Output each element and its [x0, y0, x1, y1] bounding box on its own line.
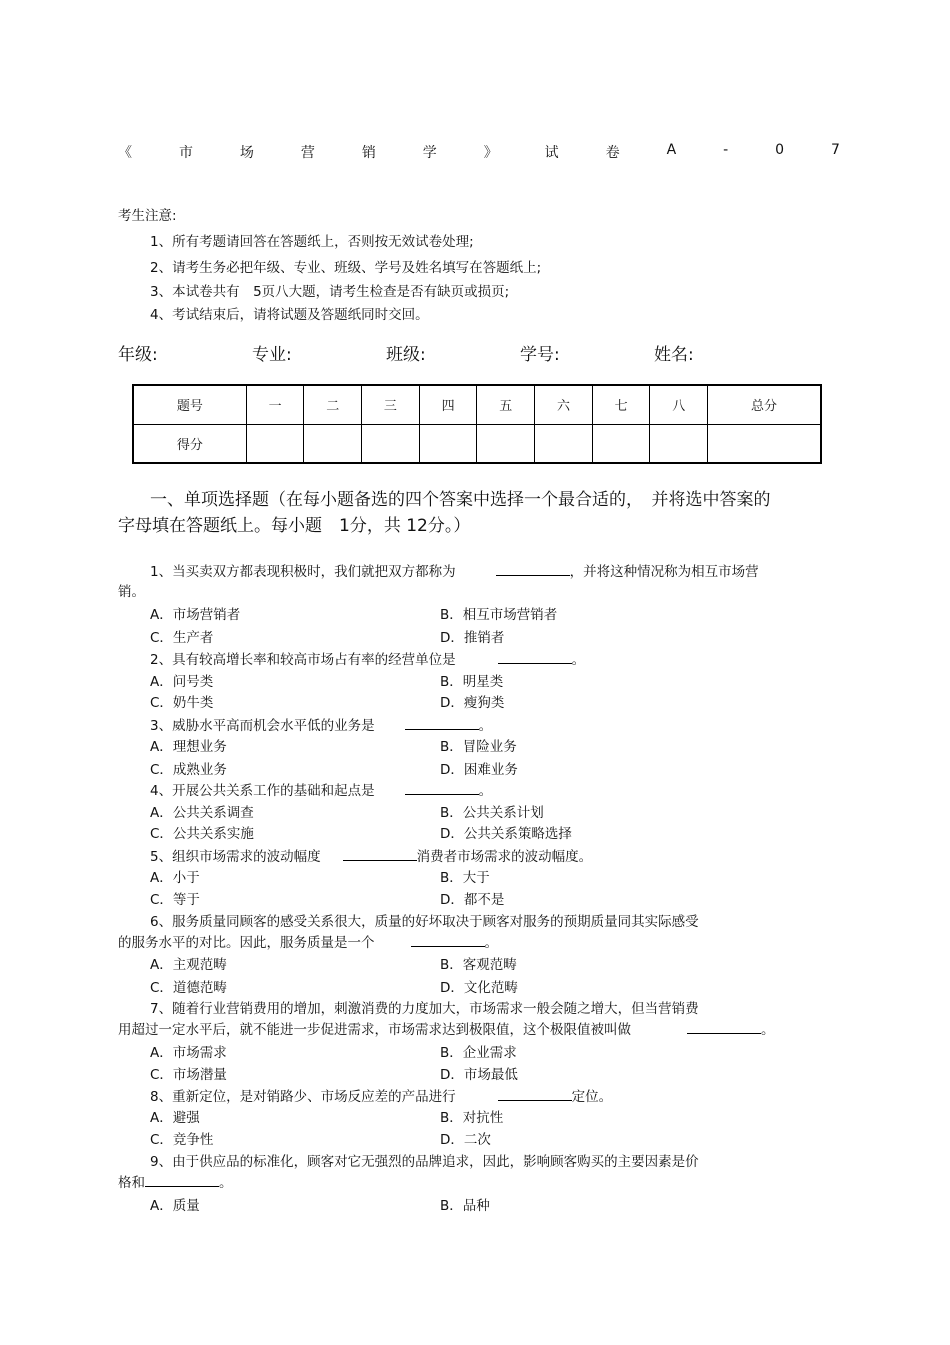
question-stem-continued [118, 1018, 775, 1038]
notice-item: 2、请考生务必把年级、专业、班级、学号及姓名填写在答题纸上; [150, 260, 542, 276]
stem-text: 消费者市场需求的波动幅度。 [416, 849, 593, 865]
stem-text: 的服务水平的对比。因此，服务质量是一个 [118, 935, 375, 951]
option-b: B．大于 [440, 870, 490, 886]
score-table-score-row [133, 424, 821, 463]
notice-item: 3、本试卷共有 5页八大题，请考生检查是否有缺页或损页; [150, 284, 510, 300]
option-c: C．等于 [150, 892, 200, 908]
score-cell [592, 424, 650, 463]
stem-text: 格和 [118, 1175, 145, 1191]
stem-text: 用超过一定水平后，就不能进一步促进需求，市场需求达到极限值，这个极限值被叫做 [118, 1022, 631, 1038]
title-char: A [666, 142, 677, 158]
option-c: C．公共关系实施 [150, 826, 254, 842]
score-row-label: 得分 [133, 424, 246, 463]
score-cell [246, 424, 304, 463]
option-a: A．市场营销者 [150, 607, 241, 623]
answer-blank [498, 1088, 572, 1101]
question-stem: 9、由于供应品的标准化，顾客对它无强烈的品牌追求，因此，影响顾客购买的主要因素是价 [150, 1154, 699, 1170]
option-a: A．问号类 [150, 674, 214, 690]
stem-text: 。 [484, 935, 498, 951]
section-heading-line1: 一、单项选择题（在每小题备选的四个答案中选择一个最合适的， 并将选中答案的 [150, 490, 771, 510]
grade-label: 年级: [118, 345, 158, 365]
option-c: C．生产者 [150, 630, 214, 646]
title-char: - [723, 142, 729, 158]
notice-heading: 考生注意: [118, 208, 177, 224]
title-char: 营 [300, 145, 315, 161]
option-b: B．相互市场营销者 [440, 607, 558, 623]
option-b: B．企业需求 [440, 1045, 517, 1061]
score-header-cell: 四 [419, 385, 477, 424]
score-cell [419, 424, 477, 463]
option-c: C．奶牛类 [150, 695, 214, 711]
title-char: 试 [544, 145, 559, 161]
stem-text: 2、具有较高增长率和较高市场占有率的经营单位是 [150, 652, 456, 668]
option-a: A．市场需求 [150, 1045, 227, 1061]
stem-text: 。 [219, 1175, 233, 1191]
option-a: A．避强 [150, 1110, 200, 1126]
answer-blank [496, 563, 570, 576]
score-cell [477, 424, 535, 463]
score-header-cell: 一 [246, 385, 304, 424]
answer-blank [411, 934, 485, 947]
stem-text: 1、当买卖双方都表现积极时，我们就把双方都称为 [150, 564, 456, 580]
title-char: 销 [361, 145, 376, 161]
major-label: 专业: [252, 345, 292, 365]
score-cell [362, 424, 420, 463]
option-b: B．公共关系计划 [440, 805, 544, 821]
question-stem [150, 845, 592, 865]
answer-blank [687, 1021, 761, 1034]
option-d: D．瘦狗类 [440, 695, 505, 711]
score-cell [650, 424, 708, 463]
stem-text: 5、组织市场需求的波动幅度 [150, 849, 321, 865]
stem-text: 。 [478, 783, 493, 799]
stem-text: 3、威胁水平高而机会水平低的业务是 [150, 718, 375, 734]
name-label: 姓名: [654, 345, 694, 365]
title-char: 0 [775, 142, 785, 158]
stem-text: 。 [478, 718, 493, 734]
option-d: D．二次 [440, 1132, 491, 1148]
stem-text: 定位。 [571, 1089, 613, 1105]
score-header-cell: 六 [535, 385, 593, 424]
option-d: D．困难业务 [440, 762, 518, 778]
answer-blank [498, 651, 572, 664]
option-b: B．客观范畴 [440, 957, 517, 973]
stem-text: 8、重新定位，是对销路少、市场反应差的产品进行 [150, 1089, 456, 1105]
title-char: 场 [239, 145, 254, 161]
title-char: 学 [422, 145, 437, 161]
score-header-cell: 三 [362, 385, 420, 424]
score-header-cell: 七 [592, 385, 650, 424]
question-stem [150, 648, 585, 668]
answer-blank [145, 1174, 219, 1187]
stem-text: ，并将这种情况称为相互市场营 [569, 564, 759, 580]
answer-blank [405, 717, 479, 730]
option-b: B．对抗性 [440, 1110, 504, 1126]
question-stem-continued [118, 931, 498, 951]
option-a: A．主观范畴 [150, 957, 227, 973]
notice-item: 1、所有考题请回答在答题纸上，否则按无效试卷处理; [150, 234, 474, 250]
option-a: A．质量 [150, 1198, 200, 1214]
score-table-header-row [133, 385, 821, 424]
option-c: C．市场潜量 [150, 1067, 227, 1083]
notice-item: 4、考试结束后，请将试题及答题纸同时交回。 [150, 307, 429, 323]
option-c: C．成熟业务 [150, 762, 227, 778]
title-char: 市 [178, 145, 193, 161]
student-id-label: 学号: [520, 345, 560, 365]
score-header-cell: 总分 [708, 385, 821, 424]
score-header-cell: 五 [477, 385, 535, 424]
question-stem [150, 714, 492, 734]
score-cell [304, 424, 362, 463]
question-stem [150, 779, 492, 799]
answer-blank [405, 782, 479, 795]
section-heading-line2: 字母填在答题纸上。每小题 1分，共 12分。） [118, 516, 471, 536]
option-b: B．品种 [440, 1198, 490, 1214]
option-d: D．推销者 [440, 630, 505, 646]
title-char: 》 [483, 145, 498, 161]
option-d: D．文化范畴 [440, 980, 518, 996]
title-char: 7 [831, 142, 840, 158]
question-stem-continued [118, 1171, 233, 1191]
score-cell [708, 424, 821, 463]
stem-text: 。 [761, 1022, 775, 1038]
stem-text: 。 [571, 652, 586, 668]
title-char: 《 [118, 145, 132, 161]
option-d: D．都不是 [440, 892, 505, 908]
option-a: A．小于 [150, 870, 200, 886]
option-a: A．理想业务 [150, 739, 227, 755]
option-c: C．竞争性 [150, 1132, 214, 1148]
option-b: B．明星类 [440, 674, 504, 690]
question-stem: 7、随着行业营销费用的增加，刺激消费的力度加大，市场需求一般会随之增大，但当营销费 [150, 1001, 699, 1017]
answer-blank [343, 848, 417, 861]
option-c: C．道德范畴 [150, 980, 227, 996]
score-header-cell: 八 [650, 385, 708, 424]
score-header-cell: 二 [304, 385, 362, 424]
score-table [132, 384, 822, 464]
score-header-cell: 题号 [133, 385, 246, 424]
question-stem [150, 1085, 612, 1105]
stem-text: 4、开展公共关系工作的基础和起点是 [150, 783, 375, 799]
question-stem-continued: 销。 [118, 584, 145, 600]
question-stem [150, 560, 759, 580]
option-b: B．冒险业务 [440, 739, 517, 755]
option-a: A．公共关系调查 [150, 805, 254, 821]
question-stem: 6、服务质量同顾客的感受关系很大，质量的好坏取决于顾客对服务的预期质量同其实际感受 [150, 914, 699, 930]
score-cell [535, 424, 593, 463]
option-d: D．市场最低 [440, 1067, 518, 1083]
exam-title [118, 142, 840, 162]
title-char: 卷 [605, 145, 620, 161]
class-label: 班级: [386, 345, 426, 365]
option-d: D．公共关系策略选择 [440, 826, 572, 842]
